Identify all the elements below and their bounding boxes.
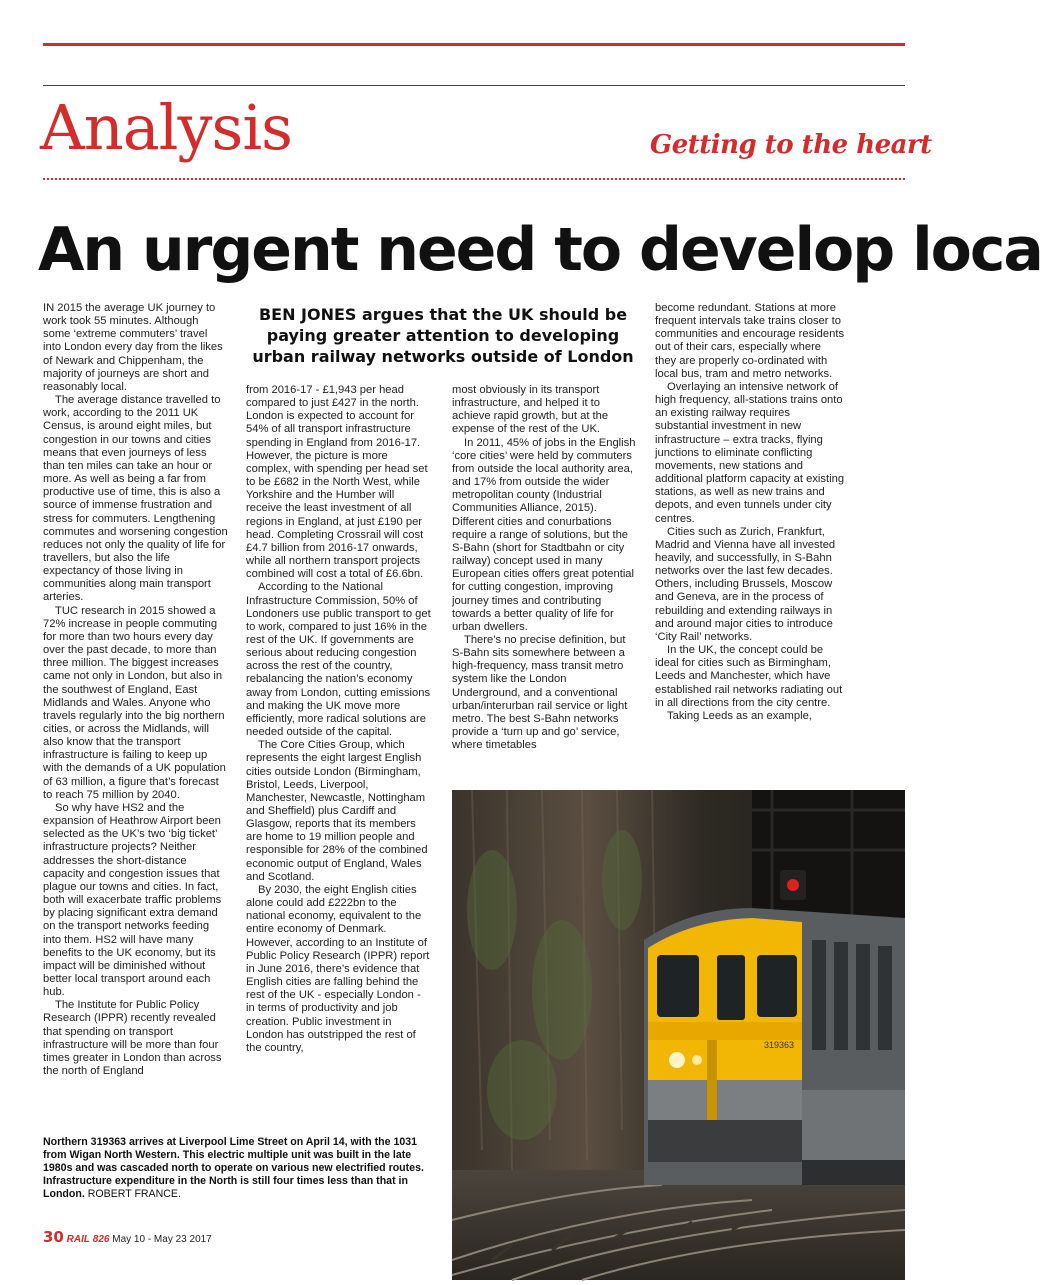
article-column-3 <box>452 384 637 752</box>
standfirst: BEN JONES argues that the UK should be paying greater attention to developing urban railway networks outside of London <box>252 305 634 366</box>
paragraph: The Institute for Public Policy Research (IPPR) recently revealed that spending on transport infrastructure will be more than four times greater in London than across the north of England <box>43 999 222 1078</box>
page-footer <box>43 1228 212 1246</box>
issue-dates: May 10 - May 23 2017 <box>112 1234 212 1245</box>
top-rule <box>43 43 905 46</box>
paragraph: In the UK, the concept could be ideal for cities such as Birmingham, Leeds and Manchester, which have established rail networks radiating out in all directions from the city centre. <box>655 644 843 709</box>
photo-credit: ROBERT FRANCE. <box>87 1188 181 1200</box>
article-column-4 <box>655 302 845 723</box>
paragraph: There’s no precise definition, but S-Bahn sits somewhere between a high-frequency, mass transit metro system like the London Underground, and a conventional urban/interurban rail service or light metro. The best S-Bahn networks provide a ‘turn up and go’ service, where timetables <box>452 633 628 752</box>
section-title: Analysis <box>40 91 292 164</box>
paragraph: TUC research in 2015 showed a 72% increase in people commuting for more than two hours every day over the past decade, to more than three million. The biggest increases came not only in London, but also in the southwest of England, East Midlands and Wales. Anyone who travels regularly into the big northern cities, or across the Midlands, will also know that the transport infrastructure is failing to keep up with the demands of a UK population of 63 million, a figure that’s forecast to reach 75 million by 2040. <box>43 604 226 801</box>
train-illustration <box>452 790 905 1280</box>
photo-caption <box>43 1136 438 1201</box>
paragraph: The Core Cities Group, which represents the eight largest English cities outside London (Birmingham, Bristol, Leeds, Liverpool, Manchester, Newcastle, Nottingham and Sheffield) plus Cardiff and Glasgow, reports that its members are home to 19 million people and responsible for 28% of the combined economic output of England, Wales and Scotland. <box>246 739 428 883</box>
paragraph: Cities such as Zurich, Frankfurt, Madrid and Vienna have all invested heavily, and successfully, in S-Bahn networks over the last few decades. Others, including Brussels, Moscow and Geneva, are in the process of rebuilding and extending railways in and around major cities to introduce ‘City Rail’ networks. <box>655 525 836 643</box>
paragraph: In 2011, 45% of jobs in the English ‘core cities’ were held by commuters from outside the local authority area, and 17% from outside the wider metropolitan county (Industrial Communities Alliance, 2015). Different cities and conurbations require a range of solutions, but the S-Bahn (short for Stadtbahn or city railway) concept used in many European cities offers great potential for cutting congestion, improving journey times and contributing towards a better quality of life for urban dwellers. <box>452 436 636 633</box>
article-column-1 <box>43 302 228 1078</box>
paragraph: The average distance travelled to work, according to the 2011 UK Census, is around eight miles, but congestion in our towns and cities means that even journeys of less than ten miles can take an hour or more. As well as being a far from productive use of time, this is also a source of immense frustration and stress for commuters. Lengthening commutes and worsening congestion reduces not only the quality of life for travellers, but also the life expectancy of those living in communities along main transport arteries. <box>43 394 228 604</box>
paragraph: Taking Leeds as an example, <box>667 709 812 722</box>
paragraph: become redundant. Stations at more frequent intervals take trains closer to communities and encourage residents out of their cars, especially where they are properly co-ordinated with local bus, tram and metro networks. <box>655 302 845 380</box>
headline: An urgent need to develop loca <box>38 215 1042 285</box>
paragraph: By 2030, the eight English cities alone could add £222bn to the national economy, equivalent to the entire economy of Denmark. However, according to an Institute of Public Policy Research (IPPR) report in June 2016, there’s evidence that English cities are falling behind the rest of the UK - especially London - in terms of productivity and job creation. Public investment in London has outstripped the rest of the country, <box>246 883 430 1054</box>
page-number: 30 <box>43 1228 64 1246</box>
train-photo <box>452 790 905 1280</box>
dotted-divider <box>43 178 905 180</box>
paragraph: most obviously in its transport infrastructure, and helped it to achieve rapid growth, but at the expense of the rest of the UK. <box>452 384 609 436</box>
paragraph: IN 2015 the average UK journey to work took 55 minutes. Although some ‘extreme commuters’ travel into London every day from the likes of Newark and Chippenham, the majority of journeys are short and reasonably local. <box>43 302 223 393</box>
header-rule <box>43 85 905 86</box>
issue-number: 826 <box>92 1234 110 1245</box>
caption-text: Northern 319363 arrives at Liverpool Lime Street on April 14, with the 1031 from Wigan North Western. This electric multiple unit was built in the late 1980s and was cascaded north to operate on various new electrified routes. Infrastructure expenditure in the North is still four times less than that in London. <box>43 1136 424 1200</box>
train-number-plate: 319363 <box>764 1040 795 1050</box>
paragraph: from 2016-17 - £1,943 per head compared to just £427 in the north. London is expected to account for 54% of all transport infrastructure spending in England from 2016-17. However, the picture is more complex, with spending per head set to be £682 in the North West, while Yorkshire and the Humber will receive the least investment of all regions in England, at just £190 per head. Completing Crossrail will cost £4.7 billion from 2016-17 onwards, while all northern transport projects combined will cost a total of £6.6bn. <box>246 384 428 581</box>
paragraph: So why have HS2 and the expansion of Heathrow Airport been selected as the UK’s two ‘big ticket’ infrastructure projects? Neither addresses the short-distance capacity and congestion issues that plague our towns and cities. In fact, both will exacerbate traffic problems by placing significant extra demand on the transport networks feeding into them. HS2 will have many benefits to the UK economy, but its impact will be diminished without better local transport around each hub. <box>43 801 222 999</box>
section-tagline: Getting to the heart <box>650 130 932 160</box>
paragraph: According to the National Infrastructure Commission, 50% of Londoners use public transport to get to work, compared to just 16% in the rest of the UK. If governments are serious about reducing congestion across the rest of the country, rebalancing the nation’s economy away from London, cutting emissions and making the UK move more efficiently, more radical solutions are needed outside of the capital. <box>246 581 431 739</box>
magazine-name: RAIL <box>66 1234 90 1245</box>
article-column-2 <box>246 384 431 1055</box>
paragraph: Overlaying an intensive network of high frequency, all-stations trains onto an existing railway requires substantial investment in new infrastructure – extra tracks, flying junctions to eliminate conflicting movements, new stations and additional platform capacity at existing stations, as well as new trains and depots, and even tunnels under city centres. <box>655 380 845 525</box>
